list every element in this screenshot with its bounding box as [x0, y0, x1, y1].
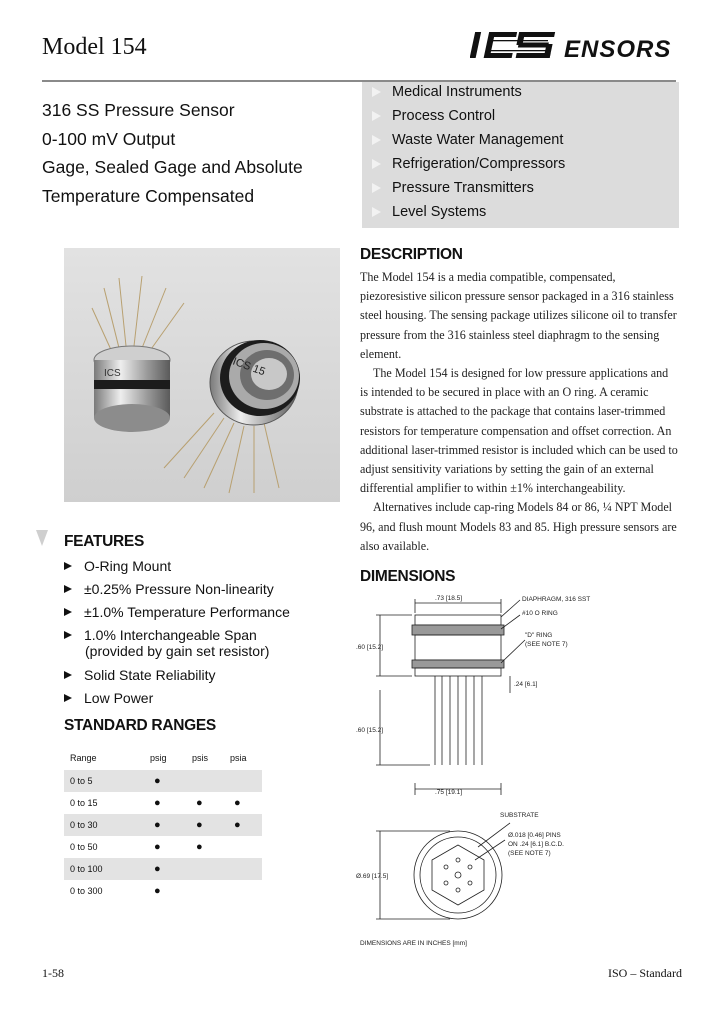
feature-item: ±1.0% Temperature Performance	[64, 604, 290, 620]
feature-item: ±0.25% Pressure Non-linearity	[64, 581, 274, 597]
svg-text:ON .24 [6.1] B.C.D.: ON .24 [6.1] B.C.D.	[508, 841, 564, 848]
side-arrow-icon	[34, 528, 50, 555]
section-label: ISO – Standard	[608, 966, 682, 980]
bullet-arrow-icon	[64, 562, 72, 570]
feature-item: O-Ring Mount	[64, 558, 171, 574]
bullet-arrow-icon	[64, 585, 72, 593]
feature-item: 1.0% Interchangeable Span (provided by gain set resistor)	[64, 627, 269, 659]
dimensions-heading: DIMENSIONS	[360, 568, 456, 585]
application-item: Medical Instruments	[372, 84, 522, 100]
bullet-arrow-icon	[64, 671, 72, 679]
brand-logo	[470, 28, 680, 69]
application-item: Refrigeration/Compressors	[372, 156, 565, 172]
bullet-arrow-icon	[64, 608, 72, 616]
dimension-labels	[356, 595, 590, 947]
arrow-right-icon	[372, 207, 381, 217]
application-item: Waste Water Management	[372, 132, 563, 148]
svg-text:ENSORS: ENSORS	[564, 36, 672, 63]
feature-subtext: (provided by gain set resistor)	[85, 643, 270, 659]
ranges-header-row	[64, 746, 262, 770]
page-number: 1-58	[42, 966, 64, 980]
application-item: Level Systems	[372, 204, 486, 220]
spec-line: 316 SS Pressure Sensor	[42, 100, 235, 120]
ranges-heading: STANDARD RANGES	[64, 717, 216, 734]
svg-text:DIAPHRAGM, 316 SST: DIAPHRAGM, 316 SST	[522, 596, 591, 603]
sensor-photo-illustration	[64, 248, 340, 502]
spec-line: 0-100 mV Output	[42, 128, 176, 149]
svg-text:.73 [18.5]: .73 [18.5]	[435, 595, 463, 602]
arrow-right-icon	[372, 159, 381, 169]
ranges-col-header: psig	[150, 753, 167, 763]
description-paragraph: Alternatives include cap-ring Models 84 or 86, ¼ NPT Model 96, and flush mount Models 83 and 85. High pressure sensors are also available.	[360, 500, 677, 553]
description-paragraph: The Model 154 is designed for low pressure applications and is intended to be secured in place with an O ring. A ceramic substrate is attached to the package that contains laser-trimmed resistors for temperature compensation and offset correction. An additional laser-trimmed resistor is included which can be used to adjust sensitivity variations by setting the gain of an external differential amplifier to within ±1% interchangeability.	[360, 366, 678, 496]
arrow-right-icon	[372, 135, 381, 145]
ranges-col-header: Range	[70, 753, 97, 763]
svg-text:"D" RING: "D" RING	[525, 632, 553, 639]
arrow-right-icon	[372, 87, 381, 97]
table-row: 0 to 50 ● ●	[70, 841, 203, 853]
svg-text:Ø.69 [17.5]: Ø.69 [17.5]	[356, 873, 389, 880]
description-heading: DESCRIPTION	[360, 246, 463, 263]
table-row: 0 to 300 ●	[70, 885, 161, 897]
table-row: 0 to 15 ● ● ●	[70, 797, 241, 809]
description-paragraph: The Model 154 is a media compatible, compensated, piezoresistive silicon pressure sensor packaged in a 316 stainless steel housing. The sensing package utilizes silicone oil to transfer pressure from the 316 stainless steel diaphragm to the sensing element.	[360, 270, 677, 361]
applications-panel	[362, 82, 679, 228]
page-title: Model 154	[42, 34, 147, 60]
ranges-table	[64, 746, 262, 902]
ranges-col-header: psia	[230, 753, 247, 763]
svg-text:ICS: ICS	[104, 368, 121, 379]
svg-text:.24 [6.1]: .24 [6.1]	[514, 681, 538, 688]
ranges-col-header: psis	[192, 753, 209, 763]
table-row: 0 to 30 ● ● ●	[64, 814, 262, 836]
arrow-right-icon	[372, 183, 381, 193]
application-item: Pressure Transmitters	[372, 180, 534, 196]
svg-text:#10 O RING: #10 O RING	[522, 610, 558, 617]
table-row: 0 to 5 ●	[64, 770, 262, 792]
svg-text:(SEE NOTE 7): (SEE NOTE 7)	[525, 641, 568, 648]
feature-item: Low Power	[64, 690, 153, 706]
svg-text:.60 [15.2]: .60 [15.2]	[356, 727, 384, 734]
arrow-right-icon	[372, 111, 381, 121]
svg-text:SUBSTRATE: SUBSTRATE	[500, 812, 539, 819]
feature-item: Solid State Reliability	[64, 667, 216, 683]
application-item: Process Control	[372, 108, 495, 124]
bullet-arrow-icon	[64, 631, 72, 639]
spec-block	[42, 96, 303, 210]
svg-text:.75 [19.1]: .75 [19.1]	[435, 789, 463, 796]
svg-text:DIMENSIONS ARE IN INCHES [mm]: DIMENSIONS ARE IN INCHES [mm]	[360, 940, 467, 947]
icsensors-logo-icon	[470, 28, 680, 64]
spec-line: Gage, Sealed Gage and Absolute	[42, 157, 303, 177]
product-photo	[64, 248, 340, 502]
table-row: 0 to 100 ●	[64, 858, 262, 880]
bullet-arrow-icon	[64, 694, 72, 702]
svg-text:ICS 15: ICS 15	[230, 355, 267, 379]
features-heading: FEATURES	[64, 533, 144, 550]
svg-text:Ø.018 [0.46] PINS: Ø.018 [0.46] PINS	[508, 832, 561, 839]
spec-line: Temperature Compensated	[42, 185, 255, 206]
svg-text:(SEE NOTE 7): (SEE NOTE 7)	[508, 850, 551, 857]
dimensions-drawing	[350, 585, 680, 960]
description-body	[360, 268, 678, 556]
svg-text:.60 [15.2]: .60 [15.2]	[356, 644, 384, 651]
